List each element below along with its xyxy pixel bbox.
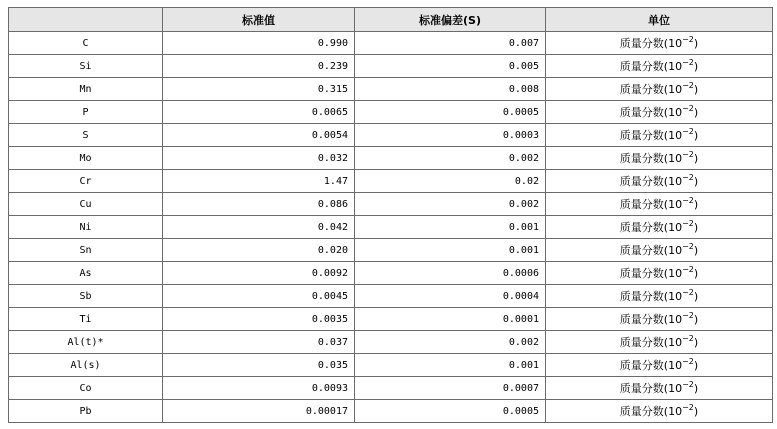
standard-deviation-cell: 0.0006 — [355, 262, 546, 285]
element-cell: S — [9, 124, 163, 147]
unit-close-paren: ) — [693, 336, 699, 349]
standard-value-cell: 0.315 — [163, 78, 355, 101]
unit-base-text: 质量分数(10 — [619, 405, 683, 418]
unit-base-text: 质量分数(10 — [619, 244, 683, 257]
unit-exponent: −2 — [682, 150, 694, 159]
unit-exponent: −2 — [682, 357, 694, 366]
element-cell: Ti — [9, 308, 163, 331]
element-cell: Sb — [9, 285, 163, 308]
unit-exponent: −2 — [682, 311, 694, 320]
unit-close-paren: ) — [693, 60, 699, 73]
unit-exponent: −2 — [682, 35, 694, 44]
unit-base-text: 质量分数(10 — [619, 359, 683, 372]
standard-deviation-cell: 0.0005 — [355, 400, 546, 423]
unit-exponent: −2 — [682, 242, 694, 251]
unit-base-text: 质量分数(10 — [619, 267, 683, 280]
table-row — [9, 262, 773, 285]
element-cell: Mn — [9, 78, 163, 101]
standard-deviation-cell: 0.007 — [355, 32, 546, 55]
unit-exponent: −2 — [682, 58, 694, 67]
unit-close-paren: ) — [693, 382, 699, 395]
unit-close-paren: ) — [693, 244, 699, 257]
standard-deviation-cell: 0.0005 — [355, 101, 546, 124]
standard-deviation-cell: 0.002 — [355, 147, 546, 170]
table-row — [9, 55, 773, 78]
unit-cell — [546, 55, 773, 78]
certified-values-table — [8, 7, 773, 423]
table-row — [9, 308, 773, 331]
unit-cell — [546, 101, 773, 124]
table-row — [9, 124, 773, 147]
unit-cell — [546, 331, 773, 354]
unit-exponent: −2 — [682, 127, 694, 136]
unit-cell — [546, 32, 773, 55]
unit-base-text: 质量分数(10 — [619, 290, 683, 303]
standard-value-cell: 0.0065 — [163, 101, 355, 124]
standard-value-cell: 0.0093 — [163, 377, 355, 400]
unit-base-text: 质量分数(10 — [619, 221, 683, 234]
standard-deviation-cell: 0.0007 — [355, 377, 546, 400]
unit-close-paren: ) — [693, 267, 699, 280]
unit-cell — [546, 262, 773, 285]
unit-base-text: 质量分数(10 — [619, 198, 683, 211]
table-body — [9, 32, 773, 423]
table-row — [9, 331, 773, 354]
unit-base-text: 质量分数(10 — [619, 313, 683, 326]
table-row — [9, 285, 773, 308]
unit-cell — [546, 377, 773, 400]
standard-value-cell: 0.032 — [163, 147, 355, 170]
standard-value-cell: 1.47 — [163, 170, 355, 193]
standard-deviation-cell: 0.002 — [355, 193, 546, 216]
unit-cell — [546, 124, 773, 147]
table-row — [9, 78, 773, 101]
unit-close-paren: ) — [693, 129, 699, 142]
standard-value-cell: 0.239 — [163, 55, 355, 78]
unit-exponent: −2 — [682, 173, 694, 182]
standard-value-cell: 0.0054 — [163, 124, 355, 147]
unit-exponent: −2 — [682, 265, 694, 274]
table-row — [9, 216, 773, 239]
standard-value-cell: 0.035 — [163, 354, 355, 377]
unit-base-text: 质量分数(10 — [619, 152, 683, 165]
unit-base-text: 质量分数(10 — [619, 106, 683, 119]
standard-value-cell: 0.0045 — [163, 285, 355, 308]
standard-value-cell: 0.086 — [163, 193, 355, 216]
element-cell: Cu — [9, 193, 163, 216]
element-cell: Si — [9, 55, 163, 78]
table-row — [9, 147, 773, 170]
unit-cell — [546, 170, 773, 193]
table-row — [9, 170, 773, 193]
unit-close-paren: ) — [693, 37, 699, 50]
unit-close-paren: ) — [693, 198, 699, 211]
unit-close-paren: ) — [693, 405, 699, 418]
standard-deviation-cell: 0.0003 — [355, 124, 546, 147]
element-cell: Mo — [9, 147, 163, 170]
element-cell: Sn — [9, 239, 163, 262]
table-row — [9, 354, 773, 377]
unit-exponent: −2 — [682, 403, 694, 412]
element-cell: Pb — [9, 400, 163, 423]
unit-cell — [546, 78, 773, 101]
standard-deviation-cell: 0.0004 — [355, 285, 546, 308]
unit-exponent: −2 — [682, 104, 694, 113]
table-row — [9, 32, 773, 55]
standard-value-cell: 0.00017 — [163, 400, 355, 423]
unit-cell — [546, 354, 773, 377]
header-standard-deviation: 标准偏差(S) — [355, 8, 546, 32]
standard-value-cell: 0.0092 — [163, 262, 355, 285]
unit-close-paren: ) — [693, 290, 699, 303]
unit-base-text: 质量分数(10 — [619, 129, 683, 142]
header-unit: 单位 — [546, 8, 773, 32]
standard-value-cell: 0.990 — [163, 32, 355, 55]
unit-exponent: −2 — [682, 196, 694, 205]
unit-close-paren: ) — [693, 221, 699, 234]
table-row — [9, 101, 773, 124]
unit-close-paren: ) — [693, 106, 699, 119]
standard-deviation-cell: 0.002 — [355, 331, 546, 354]
unit-cell — [546, 308, 773, 331]
header-standard-value: 标准值 — [163, 8, 355, 32]
table-row — [9, 239, 773, 262]
element-cell: Ni — [9, 216, 163, 239]
standard-value-cell: 0.020 — [163, 239, 355, 262]
element-cell: Co — [9, 377, 163, 400]
unit-base-text: 质量分数(10 — [619, 336, 683, 349]
header-row — [9, 8, 773, 32]
unit-close-paren: ) — [693, 152, 699, 165]
element-cell: Al(s) — [9, 354, 163, 377]
standard-deviation-cell: 0.02 — [355, 170, 546, 193]
unit-close-paren: ) — [693, 175, 699, 188]
unit-exponent: −2 — [682, 380, 694, 389]
unit-base-text: 质量分数(10 — [619, 37, 683, 50]
unit-close-paren: ) — [693, 313, 699, 326]
element-cell: As — [9, 262, 163, 285]
unit-cell — [546, 147, 773, 170]
standard-deviation-cell: 0.008 — [355, 78, 546, 101]
standard-deviation-cell: 0.005 — [355, 55, 546, 78]
standard-deviation-cell: 0.001 — [355, 239, 546, 262]
standard-value-cell: 0.037 — [163, 331, 355, 354]
unit-cell — [546, 193, 773, 216]
standard-value-cell: 0.0035 — [163, 308, 355, 331]
element-cell: C — [9, 32, 163, 55]
unit-exponent: −2 — [682, 81, 694, 90]
unit-base-text: 质量分数(10 — [619, 175, 683, 188]
element-cell: P — [9, 101, 163, 124]
unit-close-paren: ) — [693, 359, 699, 372]
unit-exponent: −2 — [682, 334, 694, 343]
unit-cell — [546, 400, 773, 423]
unit-cell — [546, 239, 773, 262]
standard-deviation-cell: 0.001 — [355, 354, 546, 377]
element-cell: Cr — [9, 170, 163, 193]
table-row — [9, 193, 773, 216]
unit-base-text: 质量分数(10 — [619, 382, 683, 395]
unit-base-text: 质量分数(10 — [619, 60, 683, 73]
table-row — [9, 400, 773, 423]
unit-close-paren: ) — [693, 83, 699, 96]
element-cell: Al(t)* — [9, 331, 163, 354]
table-row — [9, 377, 773, 400]
unit-cell — [546, 216, 773, 239]
unit-cell — [546, 285, 773, 308]
unit-exponent: −2 — [682, 219, 694, 228]
standard-value-cell: 0.042 — [163, 216, 355, 239]
header-element — [9, 8, 163, 32]
standard-deviation-cell: 0.001 — [355, 216, 546, 239]
unit-exponent: −2 — [682, 288, 694, 297]
unit-base-text: 质量分数(10 — [619, 83, 683, 96]
standard-deviation-cell: 0.0001 — [355, 308, 546, 331]
